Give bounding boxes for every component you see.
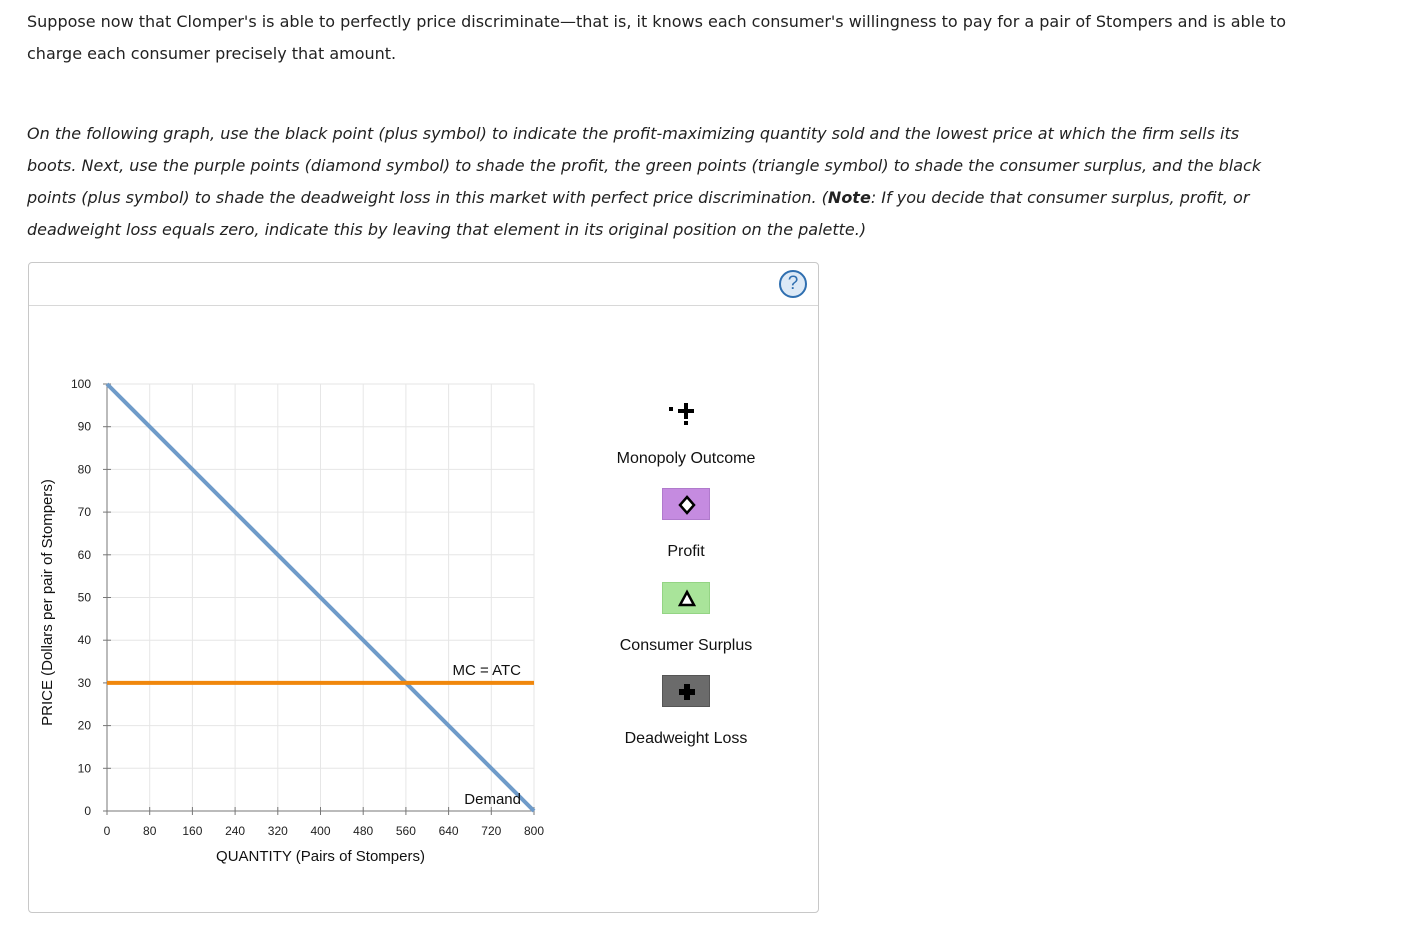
y-tick-label: 70	[77, 505, 91, 520]
consumer-surplus-label: Consumer Surplus	[619, 637, 753, 654]
instructions-part1: On the following graph, use the black point (plus symbol) to indicate the profit-maximizing quantity sold and the lowest price at which the firm sells its boots. Next, use the purple points (diamond symbol) to shade the profit, the green points (triangle symbol) to shade the consumer surplus, and the black points (plus symbol) to shade the deadweight loss in this market with perfect price discrimination. (	[27, 124, 1262, 207]
y-tick-label: 30	[77, 675, 91, 690]
y-tick-label: 100	[70, 377, 91, 391]
instructions-note: Note	[827, 188, 871, 207]
x-tick-label: 240	[225, 824, 246, 838]
plus-icon	[663, 676, 711, 708]
x-tick-label: 160	[182, 824, 203, 838]
y-tick-label: 60	[77, 547, 91, 562]
x-tick-label: 80	[143, 824, 157, 838]
diamond-icon	[663, 489, 711, 521]
y-tick-label: 20	[77, 718, 91, 733]
y-tick-label: 10	[77, 761, 91, 776]
triangle-icon	[663, 583, 711, 615]
y-tick-label: 90	[77, 419, 91, 434]
x-tick-label: 800	[523, 824, 545, 838]
deadweight-loss-label: Deadweight Loss	[624, 730, 748, 747]
intro-text: Suppose now that Clomper's is able to perfectly price discriminate—that is, it knows each consumer's willingness to pay for a pair of Stompers and is able to charge each consumer precisely that amount.	[27, 12, 1287, 63]
x-tick-label: 560	[395, 824, 416, 838]
x-axis-title: QUANTITY (Pairs of Stompers)	[216, 848, 425, 865]
x-tick-label: 0	[103, 824, 111, 838]
deadweight-loss-swatch[interactable]	[662, 675, 710, 707]
monopoly-outcome-label: Monopoly Outcome	[616, 450, 756, 467]
y-tick-label: 0	[84, 804, 91, 818]
x-tick-label: 480	[353, 824, 374, 838]
instructions-part2: : If you decide that consumer surplus, profit, or deadweight loss equals zero, indicate this by leaving that element in its original position on the palette.)	[27, 188, 1250, 239]
x-tick-label: 320	[267, 824, 288, 838]
x-tick-label: 400	[310, 824, 331, 838]
y-tick-label: 40	[77, 633, 91, 648]
y-tick-label: 50	[77, 590, 91, 605]
y-axis-title: PRICE (Dollars per pair of Stompers)	[39, 479, 56, 726]
x-tick-label: 640	[438, 824, 459, 838]
profit-label: Profit	[667, 543, 705, 560]
profit-swatch[interactable]	[662, 488, 710, 520]
mc-atc-label: MC = ATC	[452, 661, 521, 679]
help-icon[interactable]: ?	[779, 270, 807, 298]
consumer-surplus-swatch[interactable]	[662, 582, 710, 614]
x-tick-label: 720	[481, 824, 502, 838]
y-tick-label: 80	[77, 462, 91, 477]
demand-label: Demand	[464, 791, 521, 808]
